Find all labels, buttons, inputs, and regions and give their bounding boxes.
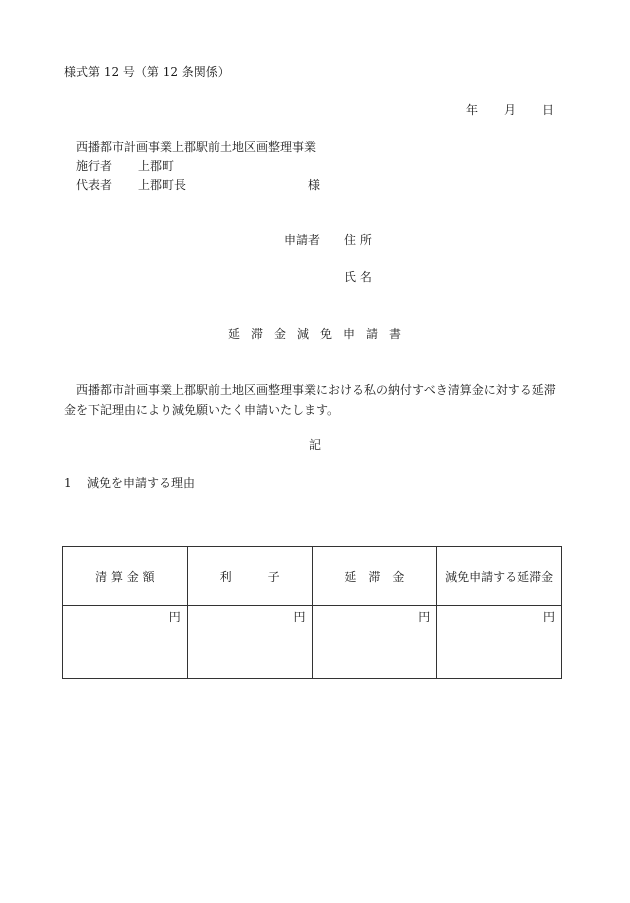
form-number: 様式第 12 号（第 12 条関係） — [64, 65, 230, 79]
ki-marker: 記 — [309, 438, 322, 452]
cell-settlement-amount[interactable] — [63, 606, 188, 679]
addressee-executor — [76, 158, 174, 174]
executor-label: 施行者 — [76, 159, 113, 173]
addressee-representative — [76, 177, 186, 193]
applicant-address-line — [284, 232, 372, 248]
item-number: 1 — [64, 476, 72, 490]
table-header-row — [63, 547, 562, 606]
body-text: 西播都市計画事業上郡駅前土地区画整理事業における私の納付すべき清算金に対する延滞金を下記理由により減免願いたく申請いたします。 — [64, 383, 556, 417]
item-text: 減免を申請する理由 — [87, 476, 196, 490]
table-row — [63, 606, 562, 679]
executor-name: 上郡町 — [138, 159, 175, 173]
date-year: 年 — [465, 103, 478, 117]
header-interest: 利 子 — [187, 547, 312, 606]
representative-name: 上郡町長 — [138, 178, 187, 192]
applicant-label: 申請者 — [284, 233, 321, 247]
representative-label: 代表者 — [76, 178, 113, 192]
applicant-name-label: 氏 名 — [344, 270, 372, 284]
unit-label: 円 — [542, 610, 555, 624]
document-title: 延滞金減免申請書 — [228, 327, 413, 341]
header-exemption-amount: 減免申請する延滞金 — [437, 547, 562, 606]
item-reason — [64, 475, 195, 491]
addressee-project: 西播都市計画事業上郡駅前土地区画整理事業 — [76, 140, 317, 154]
unit-label: 円 — [293, 610, 306, 624]
address-label: 住 所 — [344, 233, 372, 247]
unit-label: 円 — [168, 610, 181, 624]
header-settlement-amount: 清 算 金 額 — [63, 547, 188, 606]
header-late-fee: 延 滞 金 — [312, 547, 437, 606]
honorific: 様 — [308, 178, 321, 192]
date-line — [466, 102, 554, 118]
unit-label: 円 — [418, 610, 431, 624]
date-day: 日 — [541, 103, 554, 117]
cell-late-fee[interactable] — [312, 606, 437, 679]
amounts-table — [62, 546, 562, 679]
cell-interest[interactable] — [187, 606, 312, 679]
cell-exemption-amount[interactable] — [437, 606, 562, 679]
date-month: 月 — [503, 103, 516, 117]
